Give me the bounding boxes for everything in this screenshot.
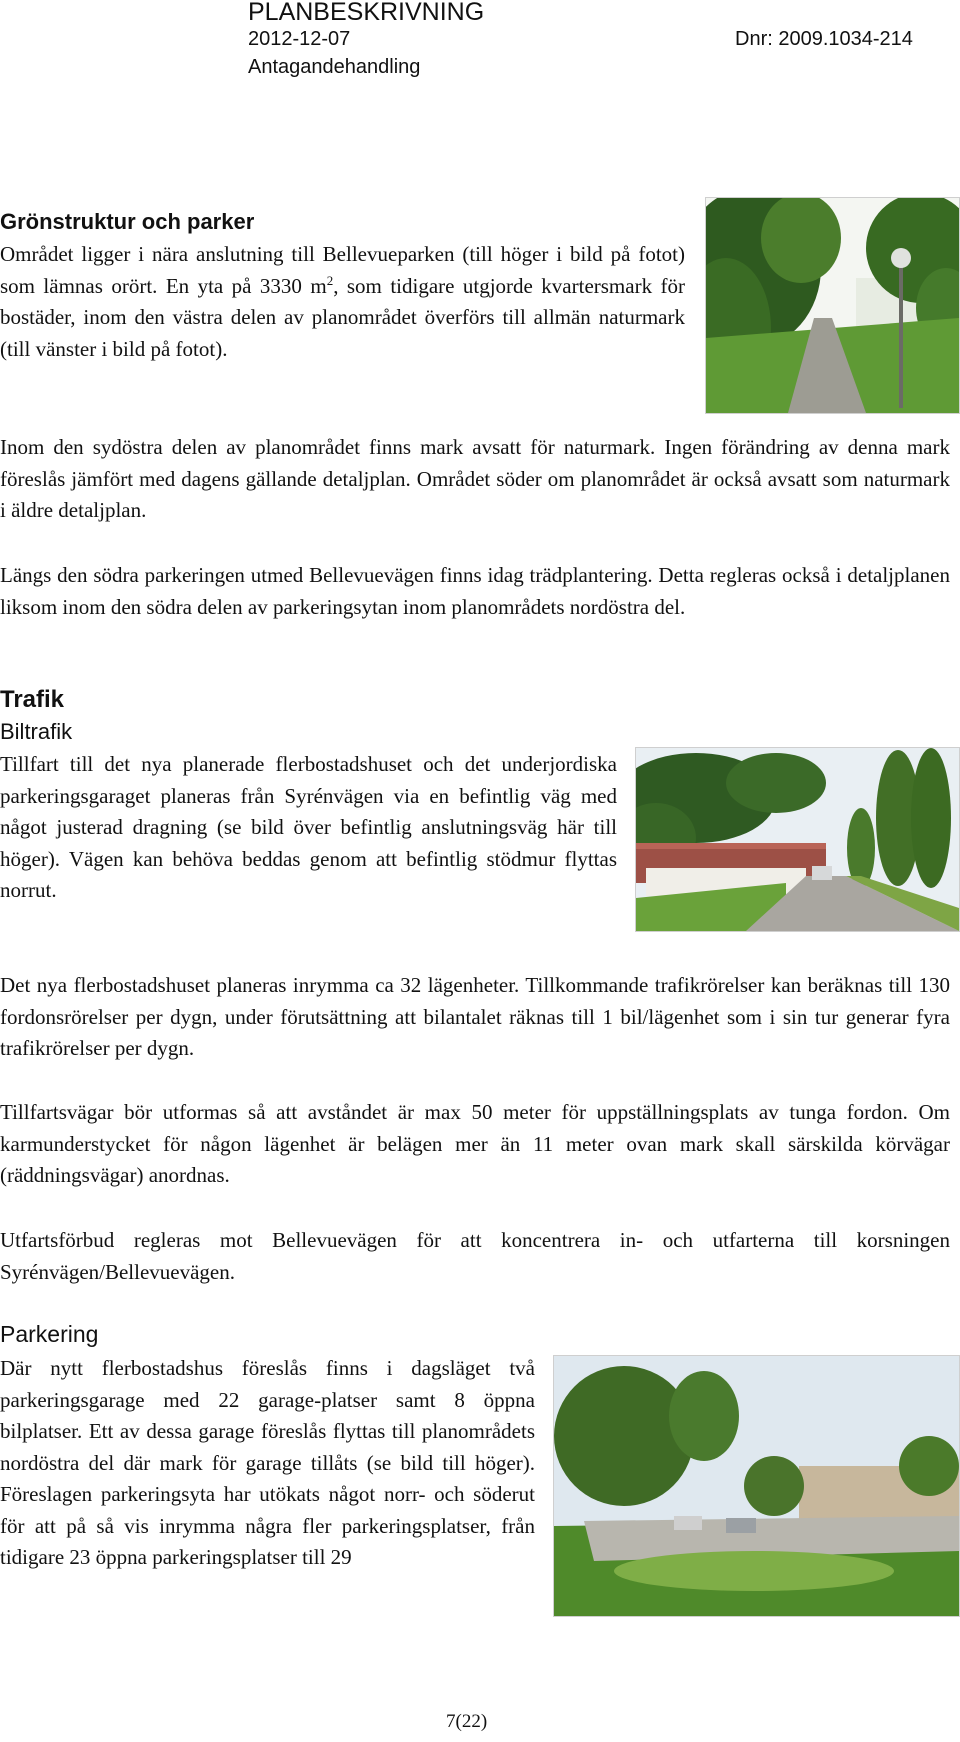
parking-area-photo bbox=[553, 1355, 960, 1617]
subheading-parkering: Parkering bbox=[0, 1321, 99, 1347]
trafik-paragraph-2: Det nya flerbostadshuset planeras inrymma ca 32 lägenheter. Tillkommande trafikrörelser kan beräknas till 130 fordonsrörelser per dygn, under förutsättning att bilantalet räknas till 1 bil/lägenhet som i sin tur generar fyra trafikrörelser per dygn. bbox=[0, 973, 950, 1060]
park-path-photo bbox=[705, 197, 960, 414]
document-dnr: Dnr: 2009.1034-214 bbox=[735, 28, 913, 50]
section-heading-gronstruktur: Grönstruktur och parker bbox=[0, 209, 255, 234]
subheading-biltrafik: Biltrafik bbox=[0, 719, 73, 744]
access-road-photo bbox=[635, 747, 960, 932]
trafik-paragraph-4: Utfartsförbud regleras mot Bellevuevägen för att koncentrera in- och utfarterna till korsningen Syrénvägen/Bellevuevägen. bbox=[0, 1228, 950, 1284]
gronstruktur-paragraph-2: Inom den sydöstra delen av planområdet finns mark avsatt för naturmark. Ingen förändring av denna mark föreslås jämfört med dagens gällande detaljplan. Området söder om planområdet är också avsatt som naturmark i äldre detaljplan. bbox=[0, 435, 950, 522]
trafik-paragraph-3: Tillfartsvägar bör utformas så att avståndet är max 50 meter för uppställningsplats av tunga fordon. Om karmunderstycket för någon lägenhet är belägen mer än 11 meter ovan mark skall särskilda körvägar (räddningsvägar) anordnas. bbox=[0, 1100, 950, 1187]
parkering-paragraph-1: Där nytt flerbostadshus föreslås finns i dagsläget två parkeringsgarage med 22 garage-platser samt 8 öppna bilplatser. Ett av dessa garage föreslås flyttas till planområdets nordöstra del där mark för garage tillåts (se bild till höger). Föreslagen parkeringsyta har utökats något norr- och söderut för att på så vis inrymma några fler parkeringsplatser, från tidigare 23 öppna parkeringsplatser till 29 bbox=[0, 1356, 535, 1569]
gronstruktur-paragraph-1: Området ligger i nära anslutning till Bellevueparken (till höger i bild på fotot) som lämnas orört. En yta på 3330 $m^2$, som tidigare utgjorde kvartersmark för bostäder, inom den västra delen av planområdet överförs till allmän naturmark (till vänster i bild på fotot). bbox=[0, 242, 685, 361]
document-status: Antagandehandling bbox=[248, 56, 421, 78]
gronstruktur-paragraph-3: Längs den södra parkeringen utmed Bellevuevägen finns idag trädplantering. Detta regleras också i detaljplanen liksom inom den södra delen av parkeringsytan inom planområdets nordöstra del. bbox=[0, 563, 950, 619]
section-heading-trafik: Trafik bbox=[0, 686, 65, 713]
trafik-paragraph-1: Tillfart till det nya planerade flerbostadshuset och det underjordiska parkeringsgaraget planeras från Syrénvägen via en befintlig väg med något justerad dragning (se bild över befintlig anslutningsväg här till höger). Vägen kan behöva beddas genom att befintlig stödmur flyttas norrut. bbox=[0, 752, 617, 902]
document-date: 2012-12-07 bbox=[248, 28, 351, 50]
superscript-2: 2 bbox=[326, 272, 334, 288]
document-title: PLANBESKRIVNING bbox=[248, 0, 485, 26]
page-number: 7(22) bbox=[446, 1711, 488, 1732]
